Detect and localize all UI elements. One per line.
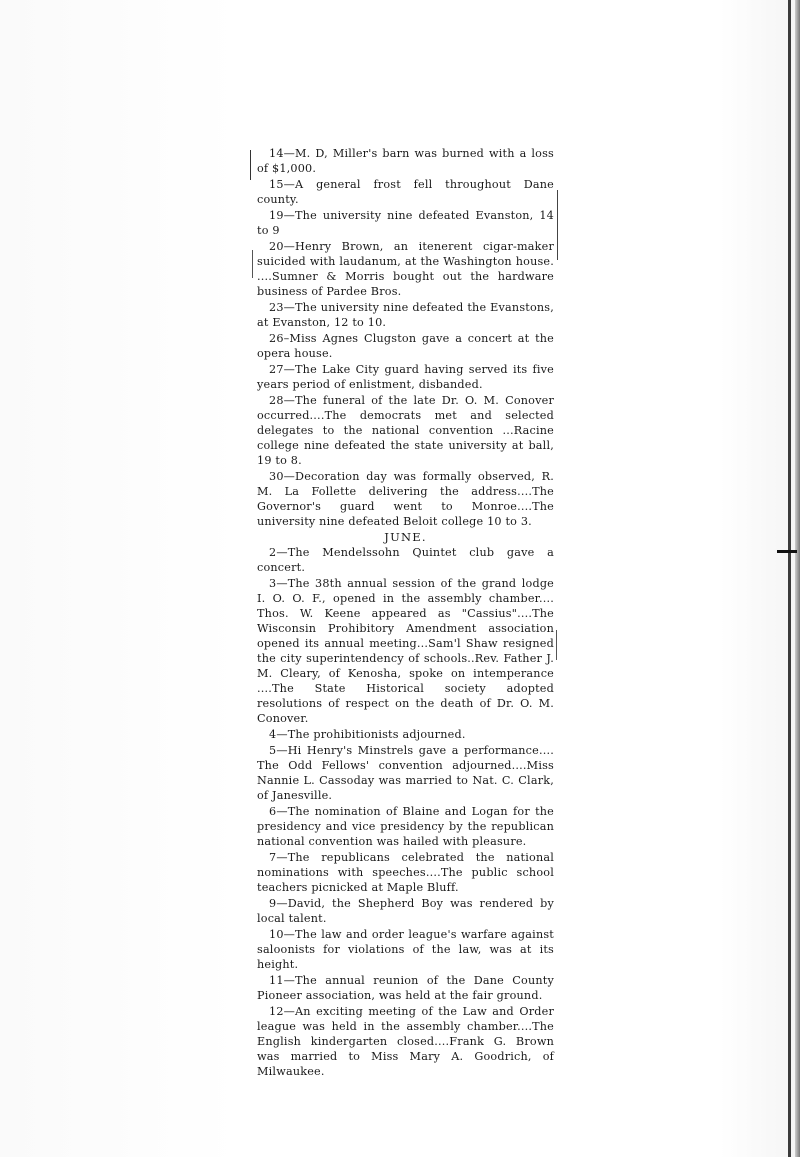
margin-mark [777, 550, 797, 553]
list-item: 9—David, the Shepherd Boy was rendered by local talent. [257, 897, 554, 925]
news-column [257, 146, 554, 1080]
clipping-edge [252, 250, 253, 278]
list-item: 27—The Lake City guard having served its five years period of enlistment, disbanded. [257, 363, 554, 391]
page-edge-shadow [795, 0, 800, 1157]
list-item: 15—A general frost fell throughout Dane county. [257, 178, 554, 206]
list-item: 5—Hi Henry's Minstrels gave a performance.... The Odd Fellows' convention adjourned....Miss Nannie L. Cassoday was married to Nat. C. Clark, of Janesville. [257, 744, 554, 802]
list-item: 23—The university nine defeated the Evanstons, at Evanston, 12 to 10. [257, 301, 554, 329]
list-item: 2—The Mendelssohn Quintet club gave a concert. [257, 546, 554, 574]
list-item: 4—The prohibitionists adjourned. [269, 728, 466, 741]
list-item: 10—The law and order league's warfare against saloonists for violations of the law, was at its height. [257, 928, 554, 971]
list-item: 12—An exciting meeting of the Law and Order league was held in the assembly chamber....The English kindergarten closed....Frank G. Brown was married to Miss Mary A. Goodrich, of Milwaukee. [257, 1005, 554, 1078]
list-item: 30—Decoration day was formally observed, R. M. La Follette delivering the address....The Governor's guard went to Monroe....The university nine defeated Beloit college 10 to 3. [257, 470, 554, 528]
list-item: 19—The university nine defeated Evanston, 14 to 9 [257, 209, 554, 237]
clipping-edge [556, 630, 557, 660]
clipping-edge [250, 150, 251, 180]
list-item: 3—The 38th annual session of the grand lodge I. O. O. F., opened in the assembly chamber.... Thos. W. Keene appeared as "Cassius"....The Wisconsin Prohibitory Amendment association opened its annual meeting...Sam'l Shaw resigned the city superintendency of schools..Rev. Father J. M. Cleary, of Kenosha, spoke on intemperance ....The State Historical society adopted resolutions of respect on the death of Dr. O. M. Conover. [257, 577, 554, 725]
list-item: 20—Henry Brown, an itenerent cigar-maker suicided with laudanum, at the Washington house. ....Sumner & Morris bought out the hardware business of Pardee Bros. [257, 240, 554, 298]
list-item: 26–Miss Agnes Clugston gave a concert at the opera house. [257, 332, 554, 360]
month-heading: JUNE. [384, 530, 427, 544]
list-item: 28—The funeral of the late Dr. O. M. Conover occurred....The democrats met and selected delegates to the national convention ...Racine college nine defeated the state university at ball, 19 to 8. [257, 394, 554, 467]
page-edge-line [788, 0, 791, 1157]
list-item: 6—The nomination of Blaine and Logan for the presidency and vice presidency by the republican national convention was hailed with pleasure. [257, 805, 554, 848]
list-item: 11—The annual reunion of the Dane County Pioneer association, was held at the fair ground. [257, 974, 554, 1002]
list-item: 7—The republicans celebrated the national nominations with speeches....The public school teachers picnicked at Maple Bluff. [257, 851, 554, 894]
clipping-edge [557, 190, 558, 260]
list-item: 14—M. D, Miller's barn was burned with a loss of $1,000. [257, 147, 554, 175]
